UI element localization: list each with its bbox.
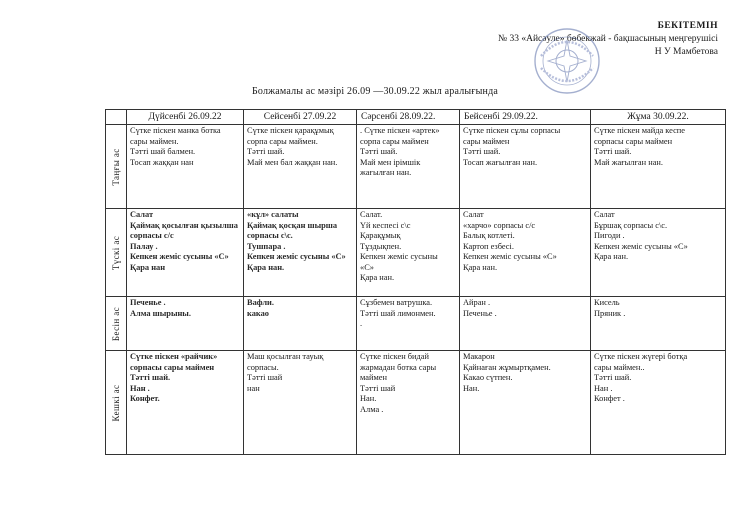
menu-item-line: «харчо» сорпасы с/с (463, 220, 536, 230)
menu-item-line: Қара нан. (594, 252, 629, 261)
menu-cell (591, 297, 726, 351)
day-header: Жұма 30.09.22. (591, 110, 726, 125)
menu-item-line: Кепкен жеміс сусыны «С» (247, 252, 346, 261)
menu-cell (127, 297, 244, 351)
menu-item-line: «С» (360, 262, 374, 272)
menu-item-line: Печенье . (463, 308, 497, 318)
approval-line-1: № 33 «Айсәуле» бөбекжай - бақшасының меңгерушісі (498, 34, 718, 44)
menu-cell (357, 125, 460, 209)
menu-item-line: Сүтке піскен манка ботка (130, 126, 221, 135)
menu-item-line: Палау . (130, 241, 158, 251)
menu-item-line: Май жағылған нан. (594, 157, 663, 167)
menu-item-line: сорпа сары маймен (360, 136, 429, 146)
menu-cell (127, 125, 244, 209)
table-header-row (106, 110, 726, 125)
menu-item-line: Макарон (463, 352, 495, 361)
menu-item-line: Қара нан. (360, 273, 395, 282)
menu-item-line: «кұл» салаты (247, 210, 299, 219)
menu-item-line: Кепкен жеміс сусыны «С» (463, 252, 557, 261)
menu-item-line: Пряник . (594, 308, 626, 318)
approval-heading: БЕКІТЕМІН (657, 21, 718, 31)
meal-name: Таңғы ас (110, 147, 121, 186)
menu-item-line: Тәтті шай. (360, 147, 398, 156)
corner-cell (106, 110, 127, 125)
menu-cell (127, 351, 244, 455)
menu-item-line: . Сүтке піскен «артек» (360, 126, 440, 135)
menu-item-line: Сүтке піскен бидай (360, 352, 429, 361)
menu-item-line: Сүтке піскен жүгері ботқа (594, 352, 688, 361)
menu-item-line: . (360, 319, 363, 328)
menu-item-line: сорпасы с\с. (247, 231, 293, 240)
menu-item-line: Нан . (594, 383, 613, 393)
table-row (106, 297, 726, 351)
menu-item-line: Тушпара . (247, 241, 286, 251)
menu-item-line: Қарақұмық (360, 231, 401, 240)
menu-item-line: Қайнаған жұмыртқамен. (463, 362, 551, 372)
menu-item-line: Айран . (463, 298, 491, 307)
meal-label (106, 125, 127, 209)
menu-item-line: Кепкен жеміс сусыны (360, 252, 438, 261)
menu-item-line: нан (247, 383, 260, 393)
meal-name: Түскі ас (110, 235, 121, 270)
menu-item-line: Тұздықпен. (360, 241, 402, 251)
table-row (106, 209, 726, 297)
menu-item-line: Печенье . (130, 298, 166, 307)
menu-item-line: сорпасы сары маймен (594, 136, 673, 146)
meal-name: Бесін ас (110, 306, 121, 341)
menu-item-line: Картоп езбесі. (463, 241, 514, 251)
menu-item-line: Сүтке піскен майда кеспе (594, 126, 685, 135)
menu-item-line: Вафли. (247, 298, 274, 307)
document-title: Болжамалы ас мәзірі 26.09 —30.09.22 жыл аралығында (251, 86, 499, 97)
menu-item-line: сорпасы сары маймен (130, 362, 215, 372)
menu-item-line: сорпасы с/с (130, 231, 174, 240)
meal-label (106, 351, 127, 455)
menu-item-line: Сүтке піскен қарақұмық (247, 126, 334, 135)
menu-item-line: Тәтті шай (360, 383, 396, 393)
menu-item-line: Кепкен жеміс сусыны «С» (594, 241, 688, 251)
menu-item-line: Салат. (360, 210, 383, 219)
day-header: Сәрсенбі 28.09.22. (357, 110, 460, 125)
meal-name: Кешкі ас (110, 384, 121, 421)
menu-item-line: Тәтті шай. (594, 373, 632, 382)
menu-item-line: какао (247, 308, 269, 318)
menu-item-line: Балық котлеті. (463, 231, 515, 240)
menu-item-line: сары маймен. (130, 136, 179, 146)
menu-cell (244, 209, 357, 297)
menu-cell (591, 351, 726, 455)
menu-cell (244, 351, 357, 455)
menu-cell (591, 209, 726, 297)
menu-item-line: Сүтке піскен сұлы сорпасы (463, 126, 561, 135)
menu-item-line: Қара нан (130, 262, 166, 272)
menu-item-line: Конфет . (594, 394, 625, 403)
menu-item-line: Тәтті шай. (594, 147, 632, 156)
menu-item-line: Май мен ірімшік (360, 157, 421, 167)
day-header: Сейсенбі 27.09.22 (244, 110, 357, 125)
menu-item-line: Кисель (594, 298, 620, 307)
menu-item-line: Тәтті шай. (130, 373, 171, 382)
menu-item-line: Салат (130, 210, 154, 219)
menu-item-line: сорпасы. (247, 362, 279, 372)
menu-item-line: Қаймақ қосылған қызылша (130, 220, 238, 230)
menu-table (105, 109, 726, 455)
menu-body (106, 125, 726, 455)
menu-item-line: Үй кеспесі с\с (360, 220, 411, 230)
menu-item-line: Салат (594, 210, 615, 219)
menu-item-line: Пигоди . (594, 231, 625, 240)
menu-item-line: Май мен бал жаққан нан. (247, 157, 338, 167)
menu-item-line: Қара нан. (463, 262, 498, 272)
table-row (106, 125, 726, 209)
menu-cell (357, 351, 460, 455)
menu-item-line: Сұзбемен ватрушка. (360, 298, 433, 307)
menu-item-line: Маш қосылған тауық (247, 352, 324, 361)
menu-cell (460, 209, 591, 297)
menu-cell (244, 125, 357, 209)
menu-item-line: Кепкен жеміс сусыны «С» (130, 252, 229, 261)
menu-item-line: Тәтті шай. (463, 147, 501, 156)
menu-item-line: Тәтті шай. (247, 147, 285, 156)
menu-cell (460, 351, 591, 455)
menu-item-line: жағылған нан. (360, 168, 412, 177)
meal-label (106, 297, 127, 351)
menu-item-line: сары маймен.. (594, 362, 645, 372)
menu-item-line: Тәтті шай балмен. (130, 147, 196, 156)
menu-item-line: Тосап жағылған нан. (463, 157, 538, 167)
menu-cell (460, 125, 591, 209)
menu-item-line: Қара нан. (247, 262, 285, 272)
menu-item-line: Алма шырыны. (130, 308, 191, 318)
menu-item-line: Алма . (360, 404, 384, 414)
menu-cell (357, 297, 460, 351)
menu-cell (591, 125, 726, 209)
menu-item-line: Нан. (360, 394, 377, 403)
day-header: Бейсенбі 29.09.22. (460, 110, 591, 125)
approval-line-2: Н У Мамбетова (654, 47, 718, 57)
menu-cell (127, 209, 244, 297)
menu-item-line: Қаймақ қосқан шырша (247, 220, 338, 230)
menu-item-line: Бұршақ сорпасы с\с. (594, 220, 668, 230)
menu-item-line: Какао сүтпен. (463, 373, 513, 382)
menu-item-line: Сүтке піскен «райчик» (130, 352, 218, 361)
menu-item-line: сары маймен (463, 136, 510, 146)
meal-label (106, 209, 127, 297)
menu-item-line: Конфет. (130, 394, 160, 403)
menu-item-line: Нан. (463, 383, 480, 393)
menu-item-line: Салат (463, 210, 484, 219)
menu-item-line: Нан . (130, 383, 150, 393)
table-row (106, 351, 726, 455)
menu-item-line: Тәтті шай (247, 373, 283, 382)
menu-item-line: жармадан ботка сары (360, 362, 437, 372)
menu-item-line: маймен (360, 373, 387, 382)
menu-cell (357, 209, 460, 297)
menu-item-line: Тосап жаққан нан (130, 157, 194, 167)
menu-cell (460, 297, 591, 351)
menu-cell (244, 297, 357, 351)
menu-item-line: сорпа сары маймен. (247, 136, 318, 146)
day-header: Дүйсенбі 26.09.22 (127, 110, 244, 125)
menu-item-line: Тәтті шай лимонмен. (360, 308, 436, 318)
